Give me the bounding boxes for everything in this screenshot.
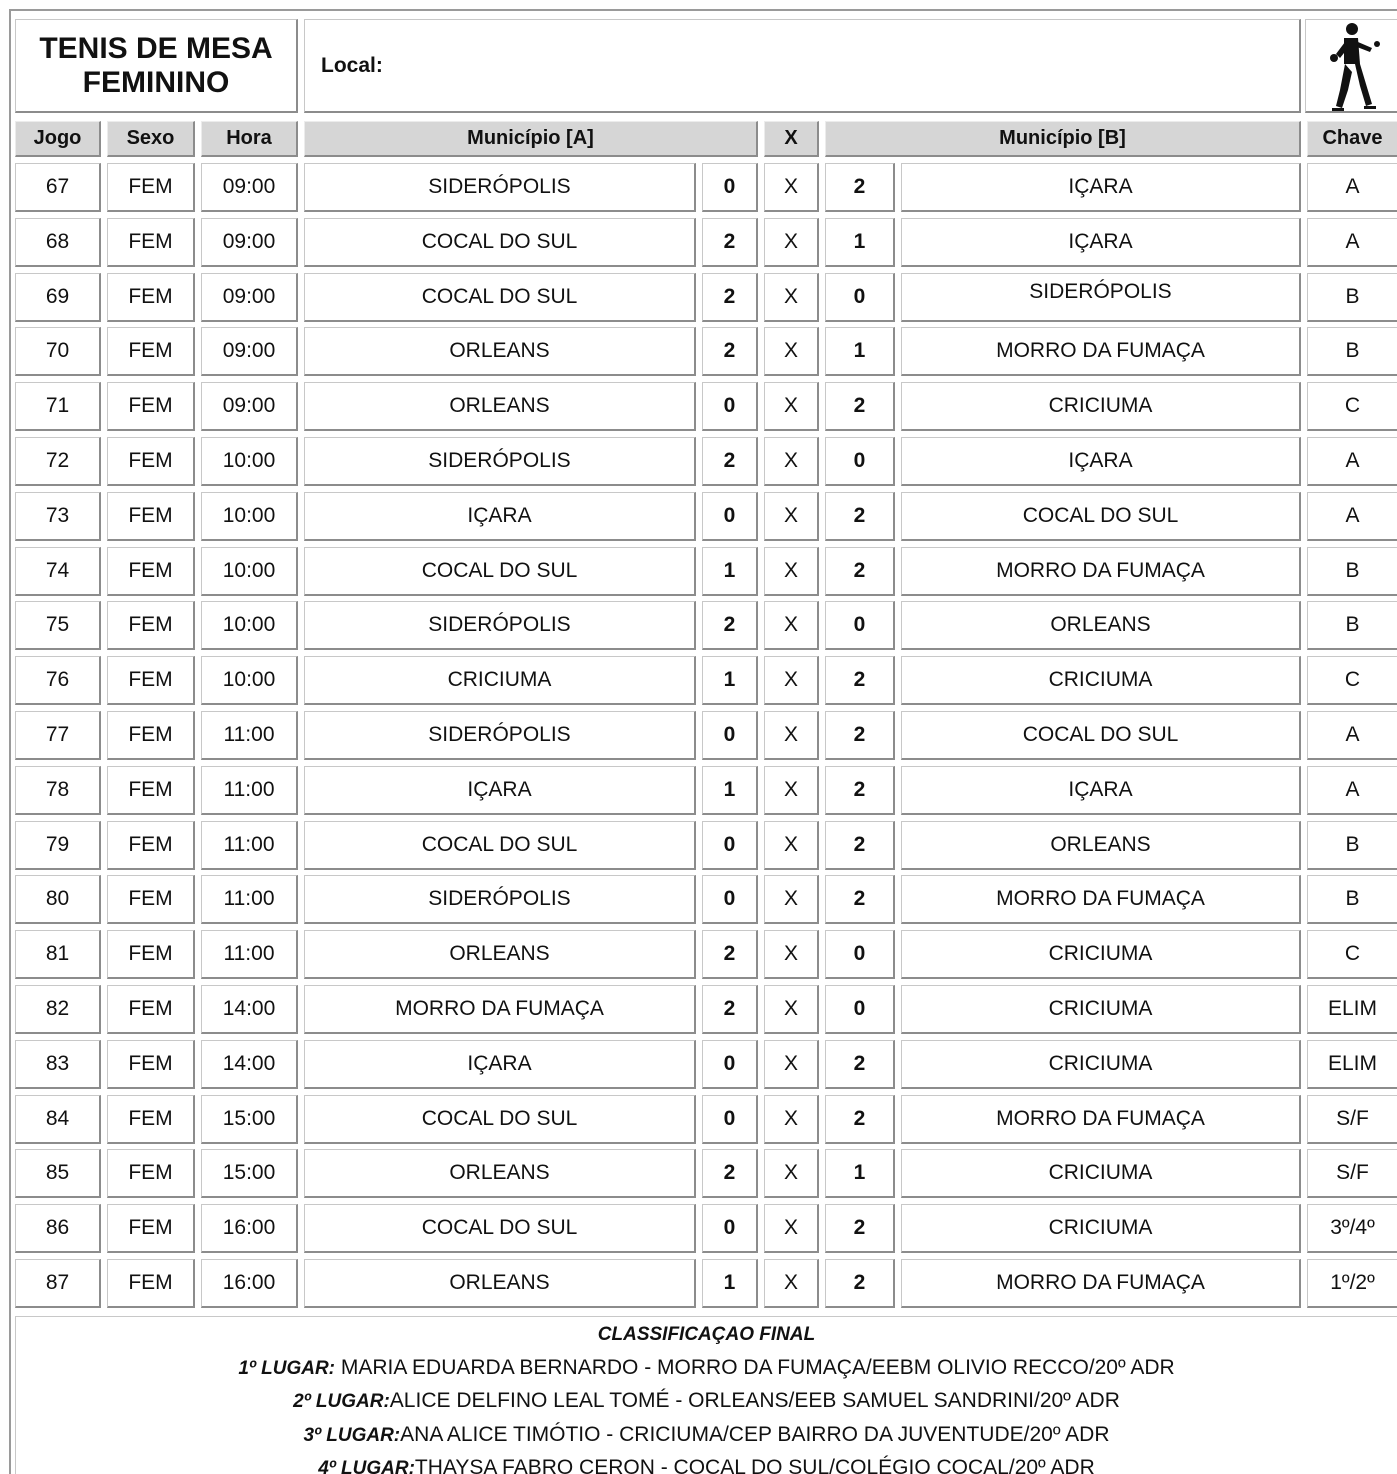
cell-jogo: 87 bbox=[15, 1259, 101, 1308]
cell-score-a: 0 bbox=[702, 821, 758, 870]
place-2-label: 2º LUGAR: bbox=[293, 1391, 390, 1412]
cell-x: X bbox=[764, 1095, 819, 1144]
cell-jogo: 75 bbox=[15, 601, 101, 650]
cell-municipio-b: IÇARA bbox=[901, 437, 1301, 486]
cell-jogo: 85 bbox=[15, 1149, 101, 1198]
cell-municipio-a: SIDERÓPOLIS bbox=[304, 875, 696, 924]
col-header-chave: Chave bbox=[1307, 121, 1397, 157]
cell-score-a: 2 bbox=[702, 327, 758, 376]
final-classification bbox=[15, 1316, 1397, 1474]
cell-hora: 11:00 bbox=[201, 821, 298, 870]
cell-hora: 09:00 bbox=[201, 218, 298, 267]
cell-score-b: 2 bbox=[825, 492, 895, 541]
sport-title-line2: FEMININO bbox=[82, 65, 230, 99]
cell-jogo: 76 bbox=[15, 656, 101, 705]
place-4 bbox=[16, 1452, 1397, 1474]
col-header-hora: Hora bbox=[201, 121, 298, 157]
cell-municipio-b: COCAL DO SUL bbox=[901, 492, 1301, 541]
cell-municipio-a: COCAL DO SUL bbox=[304, 1204, 696, 1253]
cell-sexo: FEM bbox=[107, 1095, 195, 1144]
cell-x: X bbox=[764, 547, 819, 596]
cell-municipio-b: CRICIUMA bbox=[901, 382, 1301, 431]
cell-municipio-b: CRICIUMA bbox=[901, 1149, 1301, 1198]
cell-score-b: 2 bbox=[825, 1040, 895, 1089]
cell-municipio-a: SIDERÓPOLIS bbox=[304, 437, 696, 486]
cell-score-a: 0 bbox=[702, 382, 758, 431]
cell-chave: B bbox=[1307, 821, 1397, 870]
cell-x: X bbox=[764, 218, 819, 267]
cell-sexo: FEM bbox=[107, 218, 195, 267]
cell-hora: 15:00 bbox=[201, 1095, 298, 1144]
cell-x: X bbox=[764, 1259, 819, 1308]
cell-municipio-b: MORRO DA FUMAÇA bbox=[901, 547, 1301, 596]
cell-sexo: FEM bbox=[107, 1040, 195, 1089]
cell-jogo: 72 bbox=[15, 437, 101, 486]
cell-municipio-a: ORLEANS bbox=[304, 382, 696, 431]
cell-hora: 11:00 bbox=[201, 875, 298, 924]
cell-municipio-a: COCAL DO SUL bbox=[304, 218, 696, 267]
cell-jogo: 83 bbox=[15, 1040, 101, 1089]
cell-municipio-a: CRICIUMA bbox=[304, 656, 696, 705]
cell-x: X bbox=[764, 437, 819, 486]
place-1-text: MARIA EDUARDA BERNARDO - MORRO DA FUMAÇA/EEBM OLIVIO RECCO/20º ADR bbox=[335, 1355, 1175, 1379]
cell-municipio-b: COCAL DO SUL bbox=[901, 711, 1301, 760]
cell-hora: 10:00 bbox=[201, 547, 298, 596]
cell-hora: 14:00 bbox=[201, 985, 298, 1034]
cell-score-b: 2 bbox=[825, 382, 895, 431]
cell-hora: 11:00 bbox=[201, 930, 298, 979]
cell-municipio-b: CRICIUMA bbox=[901, 985, 1301, 1034]
col-header-jogo: Jogo bbox=[15, 121, 101, 157]
cell-hora: 10:00 bbox=[201, 437, 298, 486]
cell-chave: A bbox=[1307, 766, 1397, 815]
cell-sexo: FEM bbox=[107, 766, 195, 815]
cell-municipio-b: IÇARA bbox=[901, 766, 1301, 815]
cell-municipio-a: IÇARA bbox=[304, 1040, 696, 1089]
cell-chave: C bbox=[1307, 930, 1397, 979]
cell-sexo: FEM bbox=[107, 875, 195, 924]
cell-hora: 10:00 bbox=[201, 656, 298, 705]
cell-score-a: 0 bbox=[702, 1040, 758, 1089]
cell-municipio-b: SIDERÓPOLIS bbox=[901, 273, 1301, 322]
cell-score-b: 1 bbox=[825, 218, 895, 267]
col-header-sexo: Sexo bbox=[107, 121, 195, 157]
cell-score-b: 2 bbox=[825, 821, 895, 870]
cell-score-b: 0 bbox=[825, 930, 895, 979]
cell-score-a: 2 bbox=[702, 930, 758, 979]
col-header-municipio-b: Município [B] bbox=[825, 121, 1301, 157]
cell-municipio-a: MORRO DA FUMAÇA bbox=[304, 985, 696, 1034]
cell-municipio-b: MORRO DA FUMAÇA bbox=[901, 1095, 1301, 1144]
cell-municipio-b: MORRO DA FUMAÇA bbox=[901, 1259, 1301, 1308]
cell-chave: 1º/2º bbox=[1307, 1259, 1397, 1308]
cell-score-a: 1 bbox=[702, 656, 758, 705]
cell-jogo: 79 bbox=[15, 821, 101, 870]
cell-chave: C bbox=[1307, 656, 1397, 705]
place-2-text: ALICE DELFINO LEAL TOMÉ - ORLEANS/EEB SAMUEL SANDRINI/20º ADR bbox=[389, 1389, 1120, 1412]
cell-municipio-a: IÇARA bbox=[304, 766, 696, 815]
place-1-label: 1º LUGAR: bbox=[238, 1357, 335, 1379]
cell-score-a: 2 bbox=[702, 218, 758, 267]
cell-score-a: 2 bbox=[702, 985, 758, 1034]
cell-hora: 11:00 bbox=[201, 711, 298, 760]
cell-x: X bbox=[764, 656, 819, 705]
cell-sexo: FEM bbox=[107, 1149, 195, 1198]
cell-municipio-b: CRICIUMA bbox=[901, 930, 1301, 979]
cell-jogo: 74 bbox=[15, 547, 101, 596]
classification-title: CLASSIFICAÇAO FINAL bbox=[597, 1324, 816, 1345]
cell-jogo: 71 bbox=[15, 382, 101, 431]
cell-municipio-a: COCAL DO SUL bbox=[304, 821, 696, 870]
cell-sexo: FEM bbox=[107, 1204, 195, 1253]
cell-score-b: 2 bbox=[825, 875, 895, 924]
cell-x: X bbox=[764, 492, 819, 541]
cell-x: X bbox=[764, 875, 819, 924]
place-2 bbox=[16, 1385, 1397, 1419]
cell-jogo: 68 bbox=[15, 218, 101, 267]
cell-sexo: FEM bbox=[107, 273, 195, 322]
cell-score-b: 2 bbox=[825, 711, 895, 760]
cell-score-a: 0 bbox=[702, 875, 758, 924]
place-4-text: THAYSA FABRO CERON - COCAL DO SUL/COLÉGIO COCAL/20º ADR bbox=[414, 1456, 1095, 1474]
cell-score-a: 1 bbox=[702, 1259, 758, 1308]
cell-sexo: FEM bbox=[107, 930, 195, 979]
place-1 bbox=[16, 1352, 1397, 1386]
sport-title bbox=[15, 19, 298, 113]
cell-chave: B bbox=[1307, 327, 1397, 376]
cell-jogo: 67 bbox=[15, 163, 101, 212]
cell-sexo: FEM bbox=[107, 601, 195, 650]
cell-sexo: FEM bbox=[107, 547, 195, 596]
cell-chave: S/F bbox=[1307, 1095, 1397, 1144]
cell-score-b: 2 bbox=[825, 547, 895, 596]
cell-municipio-a: ORLEANS bbox=[304, 1149, 696, 1198]
cell-sexo: FEM bbox=[107, 163, 195, 212]
cell-chave: B bbox=[1307, 547, 1397, 596]
cell-chave: ELIM bbox=[1307, 985, 1397, 1034]
cell-municipio-a: SIDERÓPOLIS bbox=[304, 163, 696, 212]
table-tennis-player-icon bbox=[1305, 19, 1397, 113]
cell-score-b: 2 bbox=[825, 163, 895, 212]
cell-chave: B bbox=[1307, 273, 1397, 322]
cell-jogo: 81 bbox=[15, 930, 101, 979]
cell-score-b: 0 bbox=[825, 273, 895, 322]
place-3-label: 3º LUGAR: bbox=[303, 1424, 401, 1446]
cell-sexo: FEM bbox=[107, 1259, 195, 1308]
cell-score-b: 2 bbox=[825, 1204, 895, 1253]
cell-x: X bbox=[764, 273, 819, 322]
cell-municipio-b: IÇARA bbox=[901, 163, 1301, 212]
cell-sexo: FEM bbox=[107, 711, 195, 760]
cell-x: X bbox=[764, 1149, 819, 1198]
cell-score-a: 2 bbox=[702, 1149, 758, 1198]
cell-x: X bbox=[764, 382, 819, 431]
place-3-text: ANA ALICE TIMÓTIO - CRICIUMA/CEP BAIRRO DA JUVENTUDE/20º ADR bbox=[400, 1422, 1110, 1446]
cell-hora: 09:00 bbox=[201, 382, 298, 431]
cell-chave: A bbox=[1307, 711, 1397, 760]
cell-municipio-a: IÇARA bbox=[304, 492, 696, 541]
table-tennis-player-icon-svg bbox=[1322, 20, 1382, 112]
cell-jogo: 70 bbox=[15, 327, 101, 376]
cell-score-b: 1 bbox=[825, 327, 895, 376]
cell-municipio-b: CRICIUMA bbox=[901, 1040, 1301, 1089]
cell-x: X bbox=[764, 163, 819, 212]
cell-x: X bbox=[764, 601, 819, 650]
place-4-label: 4º LUGAR: bbox=[318, 1458, 415, 1474]
col-header-x: X bbox=[764, 121, 819, 157]
cell-sexo: FEM bbox=[107, 382, 195, 431]
cell-hora: 16:00 bbox=[201, 1259, 298, 1308]
sport-title-line1: TENIS DE MESA bbox=[39, 31, 273, 65]
cell-hora: 16:00 bbox=[201, 1204, 298, 1253]
cell-score-b: 2 bbox=[825, 656, 895, 705]
cell-score-a: 0 bbox=[702, 492, 758, 541]
cell-hora: 11:00 bbox=[201, 766, 298, 815]
cell-municipio-b: IÇARA bbox=[901, 218, 1301, 267]
cell-chave: A bbox=[1307, 437, 1397, 486]
cell-score-a: 0 bbox=[702, 1204, 758, 1253]
cell-municipio-b: CRICIUMA bbox=[901, 656, 1301, 705]
local-field bbox=[304, 19, 1301, 113]
cell-municipio-b: MORRO DA FUMAÇA bbox=[901, 875, 1301, 924]
cell-jogo: 80 bbox=[15, 875, 101, 924]
cell-jogo: 82 bbox=[15, 985, 101, 1034]
cell-municipio-a: SIDERÓPOLIS bbox=[304, 601, 696, 650]
cell-x: X bbox=[764, 327, 819, 376]
cell-x: X bbox=[764, 1204, 819, 1253]
cell-chave: A bbox=[1307, 218, 1397, 267]
cell-score-a: 0 bbox=[702, 711, 758, 760]
local-label: Local: bbox=[321, 53, 383, 77]
cell-score-b: 2 bbox=[825, 766, 895, 815]
cell-municipio-a: ORLEANS bbox=[304, 1259, 696, 1308]
cell-jogo: 78 bbox=[15, 766, 101, 815]
cell-sexo: FEM bbox=[107, 492, 195, 541]
cell-score-a: 1 bbox=[702, 547, 758, 596]
cell-hora: 14:00 bbox=[201, 1040, 298, 1089]
col-header-municipio-a: Município [A] bbox=[304, 121, 758, 157]
cell-municipio-a: COCAL DO SUL bbox=[304, 1095, 696, 1144]
cell-score-a: 2 bbox=[702, 273, 758, 322]
cell-sexo: FEM bbox=[107, 327, 195, 376]
cell-chave: B bbox=[1307, 875, 1397, 924]
cell-hora: 09:00 bbox=[201, 273, 298, 322]
cell-score-a: 1 bbox=[702, 766, 758, 815]
cell-chave: A bbox=[1307, 163, 1397, 212]
cell-jogo: 69 bbox=[15, 273, 101, 322]
cell-sexo: FEM bbox=[107, 821, 195, 870]
cell-score-b: 2 bbox=[825, 1259, 895, 1308]
cell-municipio-a: SIDERÓPOLIS bbox=[304, 711, 696, 760]
cell-score-a: 0 bbox=[702, 1095, 758, 1144]
cell-score-b: 2 bbox=[825, 1095, 895, 1144]
cell-chave: S/F bbox=[1307, 1149, 1397, 1198]
cell-jogo: 77 bbox=[15, 711, 101, 760]
cell-hora: 15:00 bbox=[201, 1149, 298, 1198]
cell-hora: 10:00 bbox=[201, 492, 298, 541]
cell-score-b: 0 bbox=[825, 985, 895, 1034]
cell-jogo: 84 bbox=[15, 1095, 101, 1144]
cell-chave: C bbox=[1307, 382, 1397, 431]
cell-x: X bbox=[764, 766, 819, 815]
cell-score-a: 0 bbox=[702, 163, 758, 212]
cell-jogo: 73 bbox=[15, 492, 101, 541]
cell-municipio-b: ORLEANS bbox=[901, 821, 1301, 870]
cell-x: X bbox=[764, 985, 819, 1034]
cell-sexo: FEM bbox=[107, 985, 195, 1034]
cell-chave: ELIM bbox=[1307, 1040, 1397, 1089]
cell-municipio-a: ORLEANS bbox=[304, 327, 696, 376]
cell-jogo: 86 bbox=[15, 1204, 101, 1253]
cell-sexo: FEM bbox=[107, 437, 195, 486]
cell-hora: 09:00 bbox=[201, 327, 298, 376]
cell-score-b: 0 bbox=[825, 437, 895, 486]
cell-x: X bbox=[764, 930, 819, 979]
cell-hora: 09:00 bbox=[201, 163, 298, 212]
cell-municipio-a: COCAL DO SUL bbox=[304, 547, 696, 596]
cell-municipio-a: ORLEANS bbox=[304, 930, 696, 979]
cell-chave: A bbox=[1307, 492, 1397, 541]
cell-municipio-b: CRICIUMA bbox=[901, 1204, 1301, 1253]
cell-chave: B bbox=[1307, 601, 1397, 650]
place-3 bbox=[16, 1419, 1397, 1453]
cell-hora: 10:00 bbox=[201, 601, 298, 650]
cell-chave: 3º/4º bbox=[1307, 1204, 1397, 1253]
cell-x: X bbox=[764, 821, 819, 870]
cell-municipio-b: MORRO DA FUMAÇA bbox=[901, 327, 1301, 376]
cell-score-a: 2 bbox=[702, 601, 758, 650]
cell-municipio-a: COCAL DO SUL bbox=[304, 273, 696, 322]
cell-score-b: 0 bbox=[825, 601, 895, 650]
cell-score-b: 1 bbox=[825, 1149, 895, 1198]
cell-x: X bbox=[764, 1040, 819, 1089]
cell-score-a: 2 bbox=[702, 437, 758, 486]
cell-municipio-b: ORLEANS bbox=[901, 601, 1301, 650]
cell-x: X bbox=[764, 711, 819, 760]
cell-sexo: FEM bbox=[107, 656, 195, 705]
